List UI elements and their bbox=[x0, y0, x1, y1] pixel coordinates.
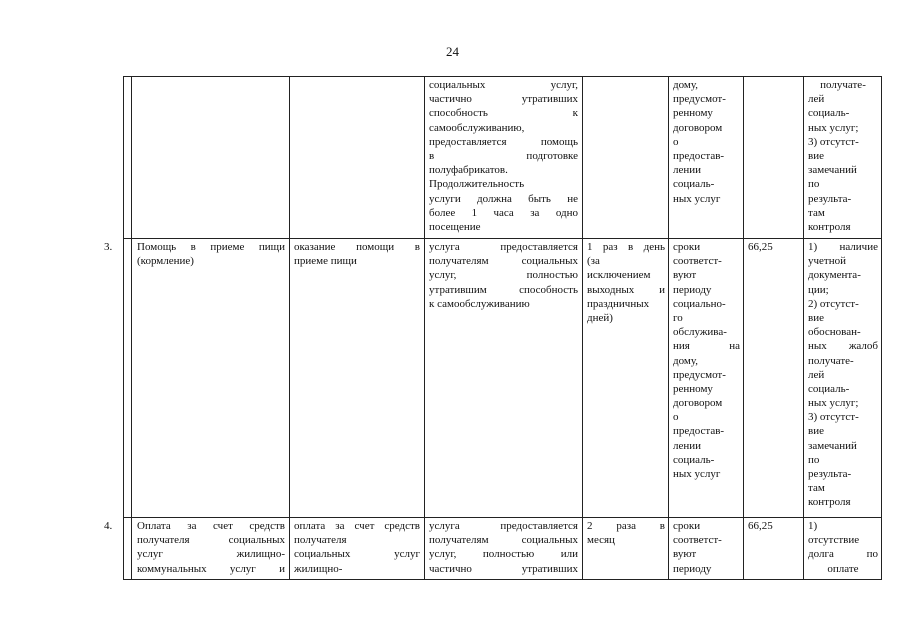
row3-number: 4. bbox=[104, 520, 113, 532]
row2-terms-line: вуют bbox=[673, 269, 697, 282]
row2-quality-cell bbox=[808, 240, 878, 510]
row1-description-line: полуфабрикатов. bbox=[429, 164, 508, 177]
row1-description-line: социальных услуг, bbox=[429, 79, 578, 91]
row3-description-line: услуга предоставляется bbox=[429, 520, 578, 532]
row2-quality-line: вие bbox=[808, 425, 824, 438]
row2-content-line: оказание помощи в bbox=[294, 241, 420, 253]
row1-quality-line: ных услуг; bbox=[808, 121, 859, 134]
row3-description-cell bbox=[429, 519, 578, 576]
row3-frequency-cell bbox=[587, 519, 665, 547]
row2-terms-line: предостав- bbox=[673, 425, 725, 438]
row3-name-line: услуг жилищно- bbox=[137, 548, 285, 561]
row1-terms-line: ренному bbox=[673, 107, 713, 120]
row3-quality-line: оплате bbox=[827, 562, 859, 575]
row1-description-line: способность к bbox=[429, 107, 578, 120]
row2-description-line: к самообслуживанию bbox=[429, 297, 530, 310]
row1-terms-line: договором bbox=[673, 121, 723, 134]
row1-quality-cell bbox=[808, 78, 878, 234]
row3-terms-line: периоду bbox=[673, 562, 712, 575]
row3-name-line: Оплата за счет средств bbox=[137, 520, 285, 532]
row3-frequency-line: 2 раза в bbox=[587, 520, 665, 532]
row2-quality-line: учетной bbox=[808, 255, 846, 268]
row1-quality-line: по bbox=[808, 178, 820, 191]
row2-name-cell bbox=[137, 240, 285, 268]
row2-quality-line: лей bbox=[808, 368, 825, 381]
row3-price: 66,25 bbox=[748, 520, 773, 532]
row2-terms-line: периоду bbox=[673, 283, 712, 296]
row3-price-cell bbox=[748, 519, 800, 533]
row1-quality-line: социаль- bbox=[808, 107, 850, 120]
row2-quality-line: контроля bbox=[808, 496, 851, 509]
row2-description-line: услуга предоставляется bbox=[429, 241, 578, 253]
row3-quality-line: 1) bbox=[808, 520, 818, 532]
row2-quality-line: замечаний bbox=[808, 439, 857, 452]
row2-description-line: утратившим способность bbox=[429, 283, 578, 296]
row1-terms-line: предусмот- bbox=[673, 93, 726, 106]
row3-name-line: коммунальных услуг и bbox=[137, 562, 285, 575]
row1-description-line: услуги должна быть не bbox=[429, 192, 578, 205]
row2-quality-line: ции; bbox=[808, 283, 829, 296]
row3-content-line: жилищно- bbox=[294, 562, 343, 575]
row2-name-line: Помощь в приеме пищи bbox=[137, 241, 285, 253]
row2-frequency-cell bbox=[587, 240, 665, 325]
row1-quality-line: контроля bbox=[808, 220, 851, 233]
row2-quality-line: 2) отсутст- bbox=[808, 297, 859, 310]
row2-quality-line: документа- bbox=[808, 269, 861, 282]
row2-price-cell bbox=[748, 240, 800, 254]
row1-description-line: частично утративших bbox=[429, 93, 578, 106]
row2-number: 3. bbox=[104, 241, 113, 253]
row2-quality-line: вие bbox=[808, 311, 824, 324]
row3-content-line: социальных услуг bbox=[294, 548, 420, 561]
row2-terms-cell bbox=[673, 240, 740, 481]
row3-name-cell bbox=[137, 519, 285, 576]
page-number: 24 bbox=[446, 44, 459, 59]
row3-description-line: услуг, полностью или bbox=[429, 548, 578, 561]
row1-description-cell bbox=[429, 78, 578, 234]
row2-terms-line: предусмот- bbox=[673, 368, 726, 381]
row2-terms-line: лении bbox=[673, 439, 702, 452]
row3-quality-line: отсутствие bbox=[808, 534, 860, 547]
row3-description-line: частично утративших bbox=[429, 562, 578, 575]
row1-quality-line: вие bbox=[808, 149, 824, 162]
row1-quality-line: там bbox=[808, 206, 825, 219]
row2-quality-line: 3) отсутст- bbox=[808, 411, 859, 424]
row2-quality-line: по bbox=[808, 453, 820, 466]
row3-terms-cell bbox=[673, 519, 740, 576]
row1-terms-line: о bbox=[673, 135, 679, 148]
row3-quality-line: долга по bbox=[808, 548, 878, 561]
row2-price: 66,25 bbox=[748, 241, 773, 253]
row1-terms-line: предостав- bbox=[673, 149, 725, 162]
row2-frequency-line: исключением bbox=[587, 269, 651, 282]
row2-terms-line: ренному bbox=[673, 382, 713, 395]
row2-content-line: приеме пищи bbox=[294, 255, 357, 268]
row2-quality-line: обоснован- bbox=[808, 326, 861, 339]
row2-quality-line: ных жалоб bbox=[808, 340, 878, 353]
row3-frequency-line: месяц bbox=[587, 534, 615, 547]
row2-frequency-line: праздничных bbox=[587, 297, 650, 310]
row2-quality-line: там bbox=[808, 482, 825, 495]
row2-terms-line: ных услуг bbox=[673, 468, 721, 480]
row2-quality-line: 1) наличие bbox=[808, 241, 878, 253]
row2-description-line: услуг, полностью bbox=[429, 269, 578, 282]
row2-terms-line: обслужива- bbox=[673, 326, 727, 339]
row1-description-line: самообслуживанию, bbox=[429, 121, 525, 134]
row2-terms-line: го bbox=[673, 311, 683, 324]
row2-terms-line: сроки bbox=[673, 241, 701, 253]
row2-terms-line: договором bbox=[673, 397, 723, 410]
row2-frequency-line: 1 раз в день bbox=[587, 241, 665, 253]
row2-content-cell bbox=[294, 240, 420, 268]
row2-quality-line: ных услуг; bbox=[808, 397, 859, 410]
row2-terms-line: дому, bbox=[673, 354, 698, 367]
row2-terms-line: соответст- bbox=[673, 255, 722, 268]
row3-terms-line: вуют bbox=[673, 548, 697, 561]
row3-name-line: получателя социальных bbox=[137, 534, 285, 547]
row2-frequency-line: (за bbox=[587, 255, 600, 268]
row1-description-line: предоставляется помощь bbox=[429, 135, 578, 148]
row2-description-cell bbox=[429, 240, 578, 311]
row1-terms-cell bbox=[673, 78, 740, 206]
row1-description-line: более 1 часа за одно bbox=[429, 206, 578, 219]
row1-quality-line: результа- bbox=[808, 192, 852, 205]
row2-description-line: получателям социальных bbox=[429, 255, 578, 268]
row1-quality-line: получате- bbox=[820, 79, 866, 91]
row1-quality-line: лей bbox=[808, 93, 825, 106]
row2-quality-line: получате- bbox=[808, 354, 854, 367]
row3-content-line: оплата за счет средств bbox=[294, 520, 420, 532]
row2-terms-line: о bbox=[673, 411, 679, 424]
row3-terms-line: соответст- bbox=[673, 534, 722, 547]
row3-content-line: получателя bbox=[294, 534, 347, 547]
row3-description-line: получателям социальных bbox=[429, 534, 578, 547]
row2-quality-line: социаль- bbox=[808, 382, 850, 395]
row2-terms-line: социаль- bbox=[673, 453, 715, 466]
row3-number-cell bbox=[104, 519, 122, 533]
row1-description-line: в подготовке bbox=[429, 149, 578, 162]
row2-name-line: (кормление) bbox=[137, 255, 194, 268]
row1-description-line: Продолжительность bbox=[429, 178, 525, 191]
row2-number-cell bbox=[104, 240, 122, 254]
row1-terms-line: ных услуг bbox=[673, 192, 721, 205]
row2-terms-line: социально- bbox=[673, 297, 726, 310]
row2-quality-line: результа- bbox=[808, 468, 852, 480]
row1-terms-line: социаль- bbox=[673, 178, 715, 191]
row1-quality-line: замечаний bbox=[808, 164, 857, 177]
row2-frequency-line: дней) bbox=[587, 311, 613, 324]
row1-terms-line: дому, bbox=[673, 79, 698, 91]
row3-content-cell bbox=[294, 519, 420, 576]
row2-frequency-line: выходных и bbox=[587, 283, 665, 296]
row3-terms-line: сроки bbox=[673, 520, 701, 532]
row2-terms-line: ния на bbox=[673, 340, 740, 353]
row1-terms-line: лении bbox=[673, 164, 702, 177]
row3-quality-cell bbox=[808, 519, 878, 576]
row1-description-line: посещение bbox=[429, 220, 481, 233]
row1-quality-line: 3) отсутст- bbox=[808, 135, 859, 148]
